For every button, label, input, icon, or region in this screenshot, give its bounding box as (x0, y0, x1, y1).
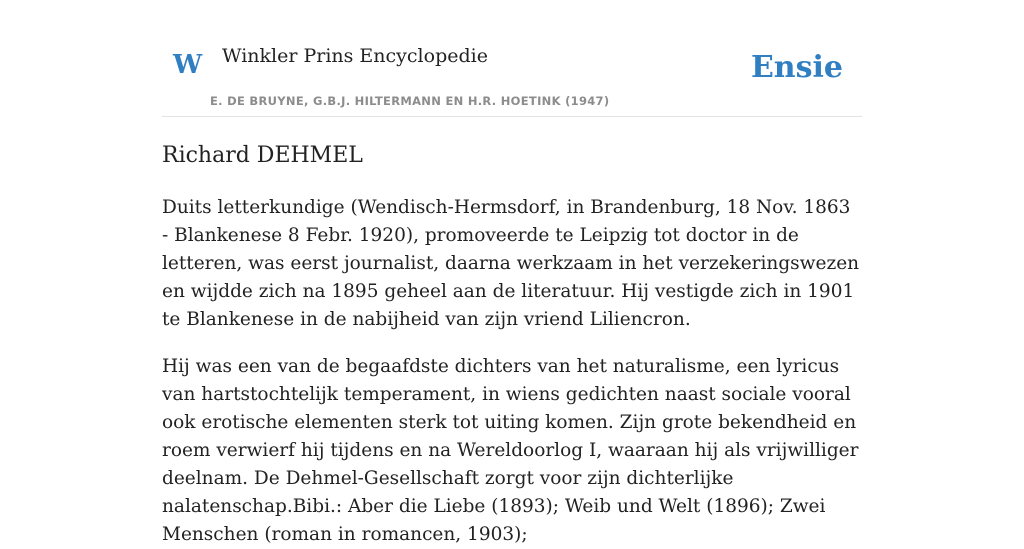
publication-logo[interactable]: W (173, 50, 203, 80)
publication-title[interactable]: Winkler Prins Encyclopedie (222, 45, 488, 67)
publication-header (162, 0, 862, 117)
article-paragraph: Duits letterkundige (Wendisch-Hermsdorf, in Brandenburg, 18 Nov. 1863 - Blankenese 8 Febr. 1920), promoveerde te Leipzig tot doctor in de letteren, was eerst journalist, daarna werkzaam in het verzekeringswezen en wijdde zich na 1895 geheel aan de literatuur. Hij vestigde zich in 1901 te Blankenese in de nabijheid van zijn vriend Liliencron. (162, 197, 860, 330)
ensie-brand-logo[interactable]: Ensie (750, 50, 843, 85)
content-container (162, 0, 862, 549)
article-title: Richard DEHMEL (162, 143, 363, 168)
publication-authors: E. DE BRUYNE, G.B.J. HILTERMANN EN H.R. HOETINK (1947) (210, 94, 610, 108)
article-paragraph: Hij was een van de begaafdste dichters van het naturalisme, een lyricus van hartstochtelijk temperament, in wiens gedichten naast sociale vooral ook erotische elementen sterk tot uiting komen. Zijn grote bekendheid en roem verwierf hij tijdens en na Wereldoorlog I, waaraan hij als vrijwilliger deelnam. De Dehmel-Gesellschaft zorgt voor zijn dichterlijke nalatenschap.Bibi.: Aber die Liebe (1893); Weib und Welt (1896); Zwei Menschen (roman in romancen, 1903); (162, 356, 859, 545)
